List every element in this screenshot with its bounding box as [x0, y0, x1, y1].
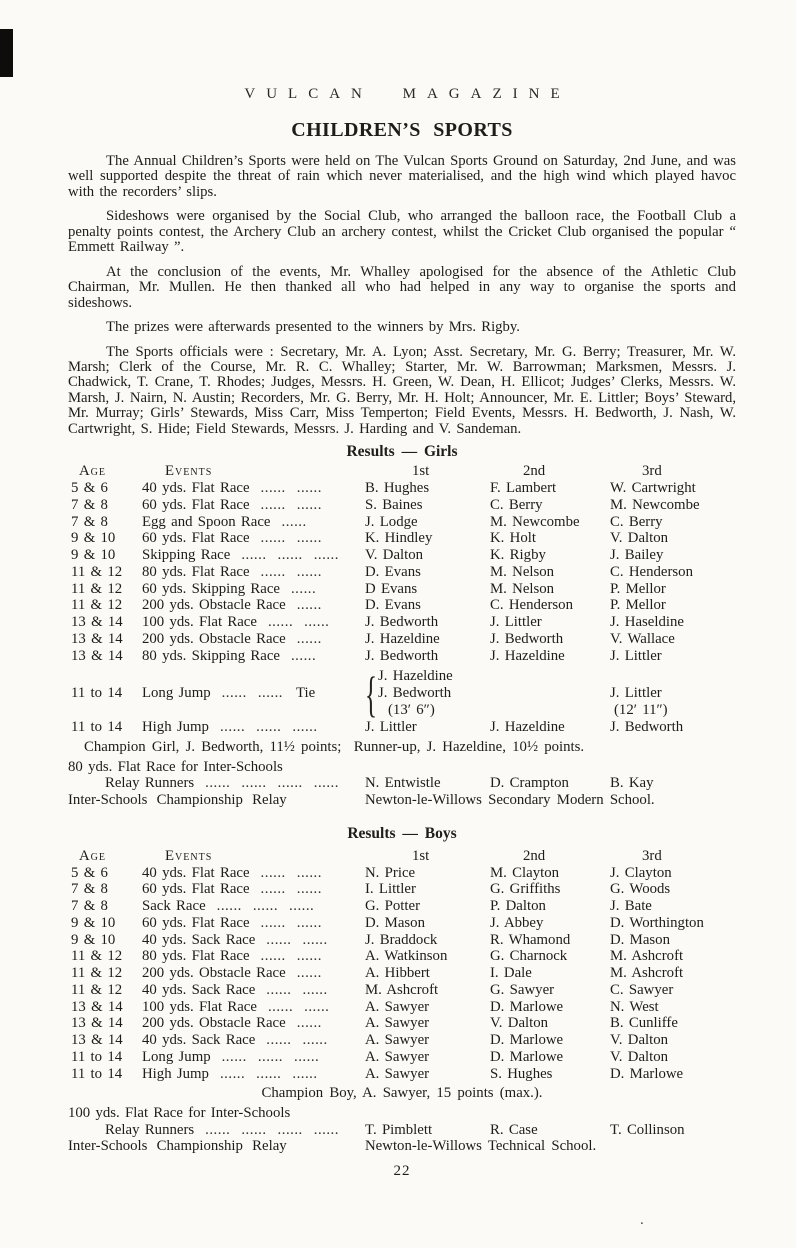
age-cell: 7 & 8 — [71, 496, 108, 513]
table-row — [68, 480, 736, 497]
first-place-cell: A. Hibbert — [365, 965, 430, 981]
boys-championship-relay-row — [68, 1138, 736, 1155]
third-place-cell: J. Bailey — [610, 547, 664, 563]
leader-dots: ...... — [221, 1048, 247, 1065]
age-cell: 9 & 10 — [71, 914, 116, 931]
third-place-cell: C. Henderson — [610, 563, 693, 580]
first-place-cell: A. Sawyer — [365, 998, 430, 1015]
second-place-cell: V. Dalton — [490, 1015, 549, 1032]
leader-dots: ...... — [296, 1015, 322, 1032]
age-cell: 11 & 12 — [71, 580, 123, 597]
second-place-cell: M. Newcombe — [490, 513, 580, 530]
leader-dots: ...... — [241, 1121, 267, 1138]
leader-dots: ...... — [256, 719, 282, 736]
page-number: 22 — [393, 1163, 411, 1179]
table-row — [68, 530, 736, 547]
event-cell: Long Jump ...... ...... Tie — [142, 685, 316, 702]
second-place-cell: P. Dalton — [490, 898, 546, 914]
age-cell: 13 & 14 — [71, 647, 123, 664]
table-row — [68, 1049, 736, 1066]
first-place-cell: K. Hindley — [365, 530, 433, 547]
leader-dots: ...... — [296, 480, 322, 496]
leader-dots: ...... — [205, 1121, 231, 1138]
event-cell: 40 yds. Flat Race ...... ...... — [142, 864, 322, 881]
event-cell: 60 yds. Flat Race ...... ...... — [142, 914, 322, 931]
column-header-third: 3rd — [642, 463, 662, 480]
table-row — [68, 614, 736, 631]
first-place-cell: J. Lodge — [365, 513, 418, 530]
event-cell: 200 yds. Obstacle Race ...... — [142, 1015, 322, 1032]
event-cell: Skipping Race ...... ...... ...... — [142, 547, 339, 563]
column-header-events: Events — [165, 463, 213, 480]
leader-dots: ...... — [313, 775, 339, 792]
third-place-cell: N. West — [610, 998, 659, 1015]
third-place-cell: C. Berry — [610, 513, 663, 530]
leader-dots: ...... — [296, 864, 322, 881]
third-place-cell: P. Mellor — [610, 597, 666, 614]
body-paragraph: Sideshows were organised by the Social Club, who arranged the balloon race, the Football Club a penalty points contest, the Archery Club an archery contest, whilst the Cricket Club organised the popular “ Emmett Railway ”. — [68, 208, 736, 256]
first-place-cell: N. Price — [365, 864, 416, 881]
third-place-cell: V. Dalton — [610, 1032, 669, 1048]
third-place-cell: M. Ashcroft — [610, 965, 684, 981]
age-cell: 13 & 14 — [71, 1015, 123, 1032]
leader-dots: ...... — [277, 775, 303, 792]
leader-dots: ...... — [304, 998, 330, 1015]
age-cell: 11 & 12 — [71, 981, 123, 998]
event-cell: Long Jump ...... ...... ...... — [142, 1048, 320, 1065]
boys-results-table — [68, 865, 736, 1083]
leader-dots: ...... — [260, 563, 286, 580]
event-cell: 60 yds. Flat Race ...... ...... — [142, 530, 322, 547]
first-place-cell: G. Potter — [365, 898, 421, 914]
leader-dots: ...... — [296, 914, 322, 931]
table-row — [68, 915, 736, 932]
leader-dots: ...... — [302, 1032, 328, 1048]
event-cell: 200 yds. Obstacle Race ...... — [142, 597, 322, 614]
second-place-cell: J. Hazeldine — [490, 719, 565, 736]
second-place-cell: J. Abbey — [490, 914, 544, 931]
event-cell: 200 yds. Obstacle Race ...... — [142, 630, 322, 647]
third-place-cell: J. Clayton — [610, 864, 672, 881]
body-paragraph: At the conclusion of the events, Mr. Whalley apologised for the absence of the Athletic Club Chairman, Mr. Mullen. He then thanked all who had helped in any way to organise the sports and sideshows. — [68, 263, 736, 311]
first-place-cell: I. Littler — [365, 881, 416, 898]
event-cell: 40 yds. Sack Race ...... ...... — [142, 981, 328, 998]
first-place-cell: A. Sawyer — [365, 1032, 430, 1048]
leader-dots: ...... — [289, 898, 315, 914]
event-cell: 60 yds. Flat Race ...... ...... — [142, 881, 322, 898]
leader-dots: ...... — [267, 614, 294, 630]
table-row — [68, 898, 736, 915]
leader-dots: ...... — [260, 480, 286, 496]
leader-dots: ...... — [257, 685, 284, 702]
age-cell: 11 & 12 — [71, 965, 123, 981]
second-place-cell: M. Nelson — [490, 580, 555, 597]
second-place-cell: D. Crampton — [490, 775, 569, 792]
leader-dots: ...... — [205, 775, 231, 792]
second-place-cell: F. Lambert — [490, 480, 557, 496]
second-place-cell: K. Holt — [490, 530, 536, 547]
event-cell: 60 yds. Skipping Race ...... — [142, 580, 317, 597]
third-place-cell: C. Sawyer — [610, 981, 674, 998]
event-cell: 40 yds. Flat Race ...... ...... — [142, 480, 322, 496]
second-place-cell: J. Hazeldine — [490, 647, 565, 664]
age-cell: 11 & 12 — [71, 597, 123, 614]
second-place-cell: D. Marlowe — [490, 1032, 564, 1048]
age-cell: 5 & 6 — [71, 480, 108, 496]
leader-dots: ...... — [296, 563, 322, 580]
boys-table-header — [68, 848, 736, 865]
leader-dots: ...... — [260, 496, 286, 513]
first-place-cell: J. Hazeldine — [365, 630, 440, 647]
third-place-cell: J. Littler — [610, 647, 662, 664]
table-row — [68, 982, 736, 999]
third-place-cell: B. Kay — [610, 775, 654, 792]
event-cell: High Jump ...... ...... ...... — [142, 719, 318, 736]
table-row — [68, 865, 736, 882]
championship-relay-winner: Newton-le-Willows Technical School. — [365, 1138, 597, 1155]
body-paragraph: The Annual Children’s Sports were held on The Vulcan Sports Ground on Saturday, 2nd June, and was well supported despite the threat of rain which never materialised, and the high wind which played havoc with the recorders’ slips. — [68, 153, 736, 200]
page-content — [68, 0, 736, 1180]
third-place-cell: V. Dalton — [610, 530, 669, 547]
second-place-cell: I. Dale — [490, 965, 532, 981]
brace-glyph: { — [365, 665, 377, 722]
third-place-distance: (12′ 11″) — [614, 702, 668, 719]
table-row — [68, 631, 736, 648]
article-title: CHILDREN’S SPORTS — [291, 119, 513, 141]
table-row — [68, 719, 736, 736]
first-place-cell: D. Evans — [365, 563, 421, 580]
first-place-cell: A. Watkinson — [365, 948, 448, 965]
age-cell: 7 & 8 — [71, 881, 108, 898]
event-cell: 40 yds. Sack Race ...... ...... — [142, 1032, 328, 1048]
leader-dots: ...... — [260, 864, 286, 881]
boys-interschools-intro: 100 yds. Flat Race for Inter-Schools — [68, 1104, 291, 1121]
body-paragraph: The prizes were afterwards presented to the winners by Mrs. Rigby. — [106, 319, 520, 336]
tie-winner-distance: (13′ 6″) — [388, 702, 435, 719]
second-place-cell: M. Nelson — [490, 563, 555, 580]
age-cell: 7 & 8 — [71, 513, 108, 530]
third-place-cell: M. Newcombe — [610, 496, 700, 513]
third-place-cell: J. Haseldine — [610, 614, 684, 630]
event-cell: Egg and Spoon Race ...... — [142, 513, 307, 530]
first-place-cell: A. Sawyer — [365, 1015, 430, 1032]
leader-dots: ...... — [267, 998, 294, 1015]
table-row — [68, 597, 736, 614]
age-cell: 11 to 14 — [71, 685, 123, 702]
leader-dots: ...... — [281, 513, 307, 530]
leader-dots: ...... — [304, 614, 330, 630]
scan-artifact-mark — [0, 29, 13, 77]
second-place-cell: C. Henderson — [490, 597, 573, 614]
third-place-cell: B. Cunliffe — [610, 1015, 678, 1032]
leader-dots: ...... — [277, 1121, 303, 1138]
leader-dots: ...... — [266, 931, 292, 948]
second-place-cell: K. Rigby — [490, 547, 546, 563]
third-place-cell: D. Worthington — [610, 914, 704, 931]
column-header-age: Age — [79, 463, 107, 480]
event-cell: 100 yds. Flat Race ...... ...... — [142, 614, 330, 630]
leader-dots: ...... — [290, 580, 317, 597]
event-cell: 40 yds. Sack Race ...... ...... — [142, 931, 328, 948]
age-cell: 9 & 10 — [71, 530, 116, 547]
leader-dots: ...... — [216, 898, 242, 914]
column-header-second: 2nd — [523, 847, 546, 864]
leader-dots: ...... — [260, 914, 286, 931]
age-cell: 9 & 10 — [71, 931, 116, 948]
second-place-cell: J. Littler — [490, 614, 542, 630]
leader-dots: ...... — [266, 981, 292, 998]
third-place-cell: J. Bate — [610, 898, 652, 914]
first-place-cell: M. Ashcroft — [365, 981, 439, 998]
event-cell: Sack Race ...... ...... ...... — [142, 898, 315, 914]
first-place-cell: T. Pimblett — [365, 1121, 433, 1138]
leader-dots: ...... — [294, 1048, 320, 1065]
event-cell: 80 yds. Flat Race ...... ...... — [142, 948, 322, 965]
second-place-cell: C. Berry — [490, 496, 543, 513]
first-place-cell: N. Entwistle — [365, 775, 441, 792]
third-place-cell: P. Mellor — [610, 580, 666, 597]
first-place-cell: B. Hughes — [365, 480, 430, 496]
table-row — [68, 948, 736, 965]
leader-dots: ...... — [296, 965, 322, 981]
girls-champion-line: Champion Girl, J. Bedworth, 11½ points; Runner-up, J. Hazeldine, 10½ points. — [84, 739, 585, 755]
age-cell: 13 & 14 — [71, 614, 123, 630]
third-place-cell: V. Dalton — [610, 1048, 669, 1065]
third-place-cell: D. Mason — [610, 931, 670, 948]
third-place-cell: M. Ashcroft — [610, 948, 684, 965]
third-place-name: J. Littler — [610, 685, 662, 702]
leader-dots: ...... — [219, 1065, 246, 1082]
leader-dots: ...... — [296, 948, 322, 965]
tie-winners-cell — [365, 665, 610, 722]
leader-dots: ...... — [221, 685, 247, 702]
leader-dots: ...... — [302, 981, 328, 998]
boys-results-heading: Results — Boys — [347, 824, 457, 842]
first-place-cell: A. Sawyer — [365, 1065, 430, 1082]
championship-relay-label: Inter-Schools Championship Relay — [68, 792, 287, 808]
leader-dots: ...... — [313, 547, 339, 563]
boys-champion-line: Champion Boy, A. Sawyer, 15 points (max.). — [261, 1085, 543, 1102]
leader-dots: ...... — [302, 931, 328, 948]
event-cell: 60 yds. Flat Race ...... ...... — [142, 496, 322, 513]
age-cell: 13 & 14 — [71, 630, 123, 647]
boys-relay-row — [68, 1122, 736, 1139]
girls-table-header — [68, 463, 736, 480]
leader-dots: ...... — [296, 496, 322, 513]
first-place-cell: A. Sawyer — [365, 1048, 430, 1065]
first-place-cell: D. Evans — [365, 597, 421, 614]
third-place-cell: D. Marlowe — [610, 1065, 684, 1082]
age-cell: 11 to 14 — [71, 1048, 123, 1065]
leader-dots: ...... — [313, 1121, 339, 1138]
table-row — [68, 1015, 736, 1032]
leader-dots: ...... — [296, 530, 322, 547]
second-place-cell: D. Marlowe — [490, 998, 564, 1015]
event-cell: 100 yds. Flat Race ...... ...... — [142, 998, 330, 1015]
table-row — [68, 965, 736, 982]
leader-dots: ...... — [257, 1048, 284, 1065]
tie-label: Tie — [296, 685, 316, 702]
column-header-events: Events — [165, 847, 213, 864]
first-place-cell: S. Baines — [365, 496, 423, 513]
age-cell: 9 & 10 — [71, 547, 116, 563]
second-place-cell: G. Sawyer — [490, 981, 555, 998]
table-row — [68, 881, 736, 898]
third-place-cell: J. Bedworth — [610, 719, 684, 736]
column-header-first: 1st — [412, 463, 430, 480]
girls-championship-relay-row — [68, 792, 736, 809]
event-cell: 200 yds. Obstacle Race ...... — [142, 965, 322, 981]
table-row — [68, 648, 736, 665]
second-place-cell: R. Case — [490, 1121, 538, 1138]
leader-dots: ...... — [296, 630, 322, 647]
column-header-first: 1st — [412, 847, 430, 864]
first-place-cell: D. Mason — [365, 914, 425, 931]
second-place-cell: D. Marlowe — [490, 1048, 564, 1065]
girls-results-heading: Results — Girls — [346, 443, 458, 461]
event-cell: 80 yds. Flat Race ...... ...... — [142, 563, 322, 580]
second-place-cell: M. Clayton — [490, 864, 560, 881]
championship-relay-label: Inter-Schools Championship Relay — [68, 1138, 287, 1155]
third-place-cell: V. Wallace — [610, 630, 675, 647]
leader-dots: ...... — [252, 898, 279, 914]
third-place-cell — [610, 685, 736, 719]
leader-dots: ...... — [292, 719, 318, 736]
tie-winner-name: J. Hazeldine — [378, 668, 453, 685]
table-row — [68, 564, 736, 581]
second-place-cell: G. Griffiths — [490, 881, 561, 898]
first-place-cell: J. Bedworth — [365, 647, 439, 664]
leader-dots: ...... — [260, 948, 286, 965]
girls-results-table — [68, 480, 736, 736]
leader-dots: ...... — [292, 1065, 318, 1082]
age-cell: 11 & 12 — [71, 563, 123, 580]
leader-dots: ...... — [296, 881, 322, 898]
first-place-cell: D Evans — [365, 580, 418, 597]
age-cell: 11 to 14 — [71, 719, 123, 736]
third-place-cell: G. Woods — [610, 881, 671, 898]
officials-paragraph: The Sports officials were : Secretary, Mr. A. Lyon; Asst. Secretary, Mr. G. Berry; Treasurer, Mr. W. Marsh; Clerk of the Course, Mr. R. C. Whalley; Starter, Mr. W. Barrowman; Marksmen, Messrs. J. Chadwick, T. Crane, T. Rhodes; Judges, Messrs. H. Green, W. Dean, H. Ellicot; Judges’ Clerks, Messrs. W. Marsh, J. Nairn, N. Austin; Recorders, Mr. G. Berry, Mr. H. Holt; Announcer, Mr. E. Littler; Boys’ Steward, Mr. Murray; Girls’ Stewards, Miss Carr, Miss Temperton; Field Events, Messrs. H. Bedworth, J. Nash, W. Cartwright, S. Hide; Field Stewards, Messrs. J. Harding and V. Sandeman. — [68, 343, 736, 437]
table-row — [68, 932, 736, 949]
table-row — [68, 581, 736, 598]
column-header-age: Age — [79, 847, 107, 864]
age-cell: 11 & 12 — [71, 948, 123, 965]
age-cell: 13 & 14 — [71, 1032, 123, 1048]
table-row — [68, 547, 736, 564]
age-cell: 5 & 6 — [71, 864, 108, 881]
magazine-masthead: VULCAN MAGAZINE — [244, 86, 571, 102]
second-place-cell: J. Bedworth — [490, 630, 564, 647]
table-row — [68, 497, 736, 514]
age-cell: 11 to 14 — [71, 1065, 123, 1082]
third-place-cell: W. Cartwright — [610, 480, 696, 496]
column-header-second: 2nd — [523, 463, 546, 480]
leader-dots: ...... — [260, 530, 286, 547]
table-row — [68, 1066, 736, 1083]
leader-dots: ...... — [296, 597, 322, 614]
leader-dots: ...... — [277, 547, 303, 563]
table-row — [68, 999, 736, 1016]
age-cell: 13 & 14 — [71, 998, 123, 1015]
leader-dots: ...... — [266, 1032, 292, 1048]
leader-dots: ...... — [241, 547, 267, 563]
second-place-cell: R. Whamond — [490, 931, 571, 948]
leader-dots: ...... — [241, 775, 267, 792]
scan-stray-dot: . — [640, 1212, 644, 1228]
column-header-third: 3rd — [642, 847, 662, 864]
first-place-cell: J. Bedworth — [365, 614, 439, 630]
second-place-cell: S. Hughes — [490, 1065, 553, 1082]
championship-relay-winner: Newton-le-Willows Secondary Modern School. — [365, 792, 655, 808]
girls-relay-row — [68, 775, 736, 792]
age-cell: 7 & 8 — [71, 898, 108, 914]
first-place-cell: J. Littler — [365, 719, 417, 736]
event-cell: 80 yds. Skipping Race ...... — [142, 647, 317, 664]
relay-runners-label: Relay Runners ...... ...... ...... ...... — [105, 1121, 339, 1138]
tie-row — [68, 665, 736, 722]
girls-interschools-intro: 80 yds. Flat Race for Inter-Schools — [68, 758, 283, 775]
event-cell: High Jump ...... ...... ...... — [142, 1065, 318, 1082]
leader-dots: ...... — [256, 1065, 282, 1082]
first-place-cell: J. Braddock — [365, 931, 438, 948]
table-row — [68, 514, 736, 531]
leader-dots: ...... — [219, 719, 246, 736]
first-place-cell: V. Dalton — [365, 547, 424, 563]
tie-winner-name: J. Bedworth — [378, 685, 452, 702]
table-row — [68, 1032, 736, 1049]
third-place-cell: T. Collinson — [610, 1121, 685, 1138]
leader-dots: ...... — [290, 647, 317, 664]
leader-dots: ...... — [260, 881, 286, 898]
relay-runners-label: Relay Runners ...... ...... ...... ...... — [105, 775, 339, 792]
second-place-cell: G. Charnock — [490, 948, 568, 965]
